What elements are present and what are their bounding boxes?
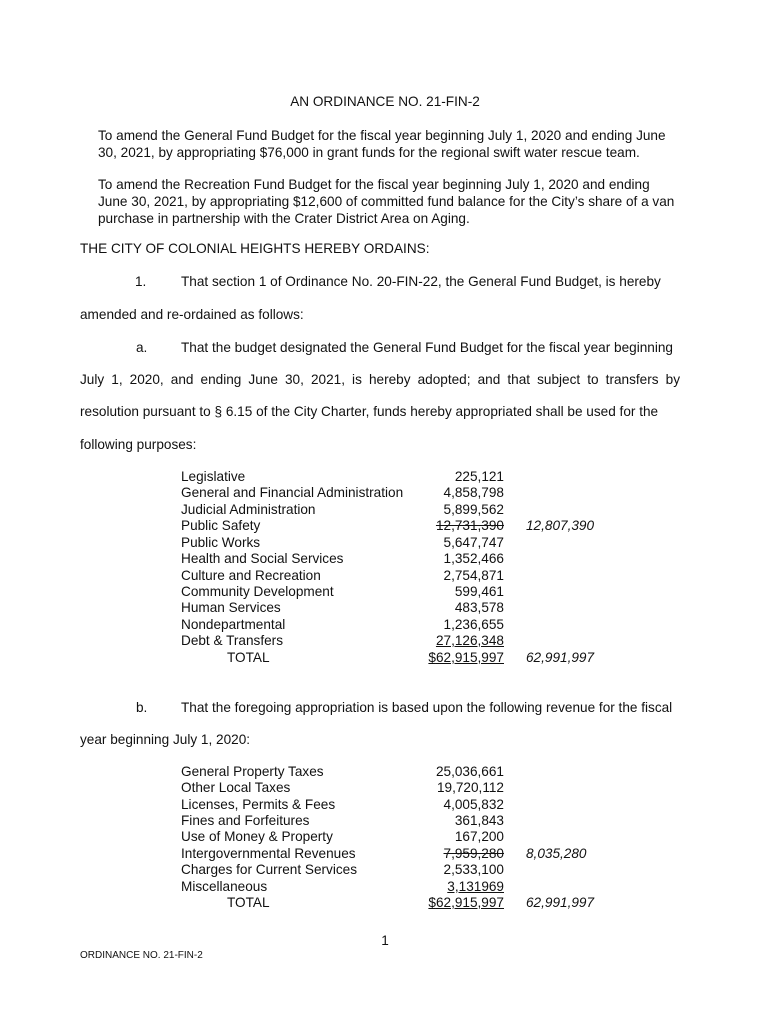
revenue-label: General Property Taxes bbox=[181, 764, 324, 779]
section-a-line1: That the budget designated the General Fund Budget for the fiscal year beginning bbox=[181, 340, 673, 355]
expenditure-revised-value: 12,807,390 bbox=[526, 518, 595, 533]
total-value bbox=[394, 895, 504, 910]
expenditure-value: 1,236,655 bbox=[443, 617, 504, 632]
expenditure-label: Judicial Administration bbox=[181, 502, 316, 517]
section-a-line4: following purposes: bbox=[80, 437, 197, 452]
revenue-value: 361,843 bbox=[454, 813, 504, 828]
expenditure-label: Debt & Transfers bbox=[181, 633, 283, 648]
expenditure-label: General and Financial Administration bbox=[181, 485, 404, 500]
dollar-sign: $ bbox=[428, 895, 436, 910]
total-revised-value: 62,991,997 bbox=[526, 895, 595, 910]
expenditure-value: 2,754,871 bbox=[443, 568, 504, 583]
revenue-label: Other Local Taxes bbox=[181, 780, 291, 795]
expenditure-label: Legislative bbox=[181, 469, 246, 484]
revenue-value-struck: 7,959,280 bbox=[443, 846, 504, 861]
revenue-value: 19,720,112 bbox=[436, 780, 504, 795]
expenditure-label: Culture and Recreation bbox=[181, 568, 321, 583]
expenditure-value: 5,899,562 bbox=[443, 502, 504, 517]
revenue-value: 25,036,661 bbox=[435, 764, 504, 779]
expenditure-value: 225,121 bbox=[454, 469, 504, 484]
revenue-value: 2,533,100 bbox=[443, 862, 504, 877]
section-b-line1: That the foregoing appropriation is based upon the following revenue for the fiscal bbox=[181, 700, 673, 715]
section-a-line3: resolution pursuant to § 6.15 of the City Charter, funds hereby appropriated shall be used for the bbox=[80, 404, 659, 419]
section-1-number: 1. bbox=[135, 274, 147, 289]
expenditure-value: 5,647,747 bbox=[443, 535, 504, 550]
total-value bbox=[394, 650, 504, 665]
section-b-line2: year beginning July 1, 2020: bbox=[80, 732, 251, 747]
expenditure-label: Public Works bbox=[181, 535, 261, 550]
dollar-sign: $ bbox=[428, 650, 436, 665]
expenditure-value-struck: 12,731,390 bbox=[435, 518, 504, 533]
section-1-text-line2: amended and re-ordained as follows: bbox=[80, 307, 304, 322]
revenue-label: Fines and Forfeitures bbox=[181, 813, 310, 828]
section-a-line2: July 1, 2020, and ending June 30, 2021, is hereby adopted; and that subject to transfers by bbox=[80, 372, 680, 387]
revenue-revised-value: 8,035,280 bbox=[526, 846, 587, 861]
section-1-text-line1: That section 1 of Ordinance No. 20-FIN-22, the General Fund Budget, is hereby bbox=[181, 274, 661, 289]
expenditure-label: Human Services bbox=[181, 600, 281, 615]
revenue-value: 3,131969 bbox=[447, 879, 504, 894]
expenditure-value: 483,578 bbox=[454, 600, 504, 615]
expenditure-label: Nondepartmental bbox=[181, 617, 286, 632]
expenditure-label: Health and Social Services bbox=[181, 551, 344, 566]
total-label: TOTAL bbox=[227, 650, 270, 665]
expenditure-label: Public Safety bbox=[181, 518, 261, 533]
section-b-letter: b. bbox=[136, 700, 148, 715]
page-number: 1 bbox=[381, 933, 389, 948]
revenue-label: Miscellaneous bbox=[181, 879, 268, 894]
total-label: TOTAL bbox=[227, 895, 270, 910]
footer-ordinance-number: ORDINANCE NO. 21-FIN-2 bbox=[80, 950, 203, 961]
revenue-value: 4,005,832 bbox=[443, 797, 504, 812]
expenditure-value: 1,352,466 bbox=[443, 551, 504, 566]
revenue-label: Charges for Current Services bbox=[181, 862, 358, 877]
expenditure-label: Community Development bbox=[181, 584, 334, 599]
total-value-struck: 62,915,997 bbox=[435, 650, 504, 665]
revenue-label: Use of Money & Property bbox=[181, 829, 333, 844]
total-revised-value: 62,991,997 bbox=[526, 650, 595, 665]
revenue-value: 167,200 bbox=[454, 829, 504, 844]
expenditure-value: 27,126,348 bbox=[435, 633, 504, 648]
expenditure-value: 4,858,798 bbox=[443, 485, 504, 500]
ordinance-title: AN ORDINANCE NO. 21-FIN-2 bbox=[290, 94, 480, 109]
expenditure-value: 599,461 bbox=[454, 584, 504, 599]
revenue-label: Intergovernmental Revenues bbox=[181, 846, 356, 861]
total-value-struck: 62,915,997 bbox=[435, 895, 504, 910]
revenue-label: Licenses, Permits & Fees bbox=[181, 797, 336, 812]
ordains-heading: THE CITY OF COLONIAL HEIGHTS HEREBY ORDAINS: bbox=[80, 241, 430, 256]
intro-paragraph-recreation-fund: To amend the Recreation Fund Budget for the fiscal year beginning July 1, 2020 and ending June 30, 2021, by appropriating $12,600 of committed fund balance for the City’s share of a van purchase in partnership with the Crater District Area on Aging. bbox=[98, 177, 675, 226]
section-a-letter: a. bbox=[136, 340, 148, 355]
intro-paragraph-general-fund: To amend the General Fund Budget for the fiscal year beginning July 1, 2020 and ending June 30, 2021, by appropriating $76,000 in grant funds for the regional swift water rescue team. bbox=[98, 128, 666, 160]
